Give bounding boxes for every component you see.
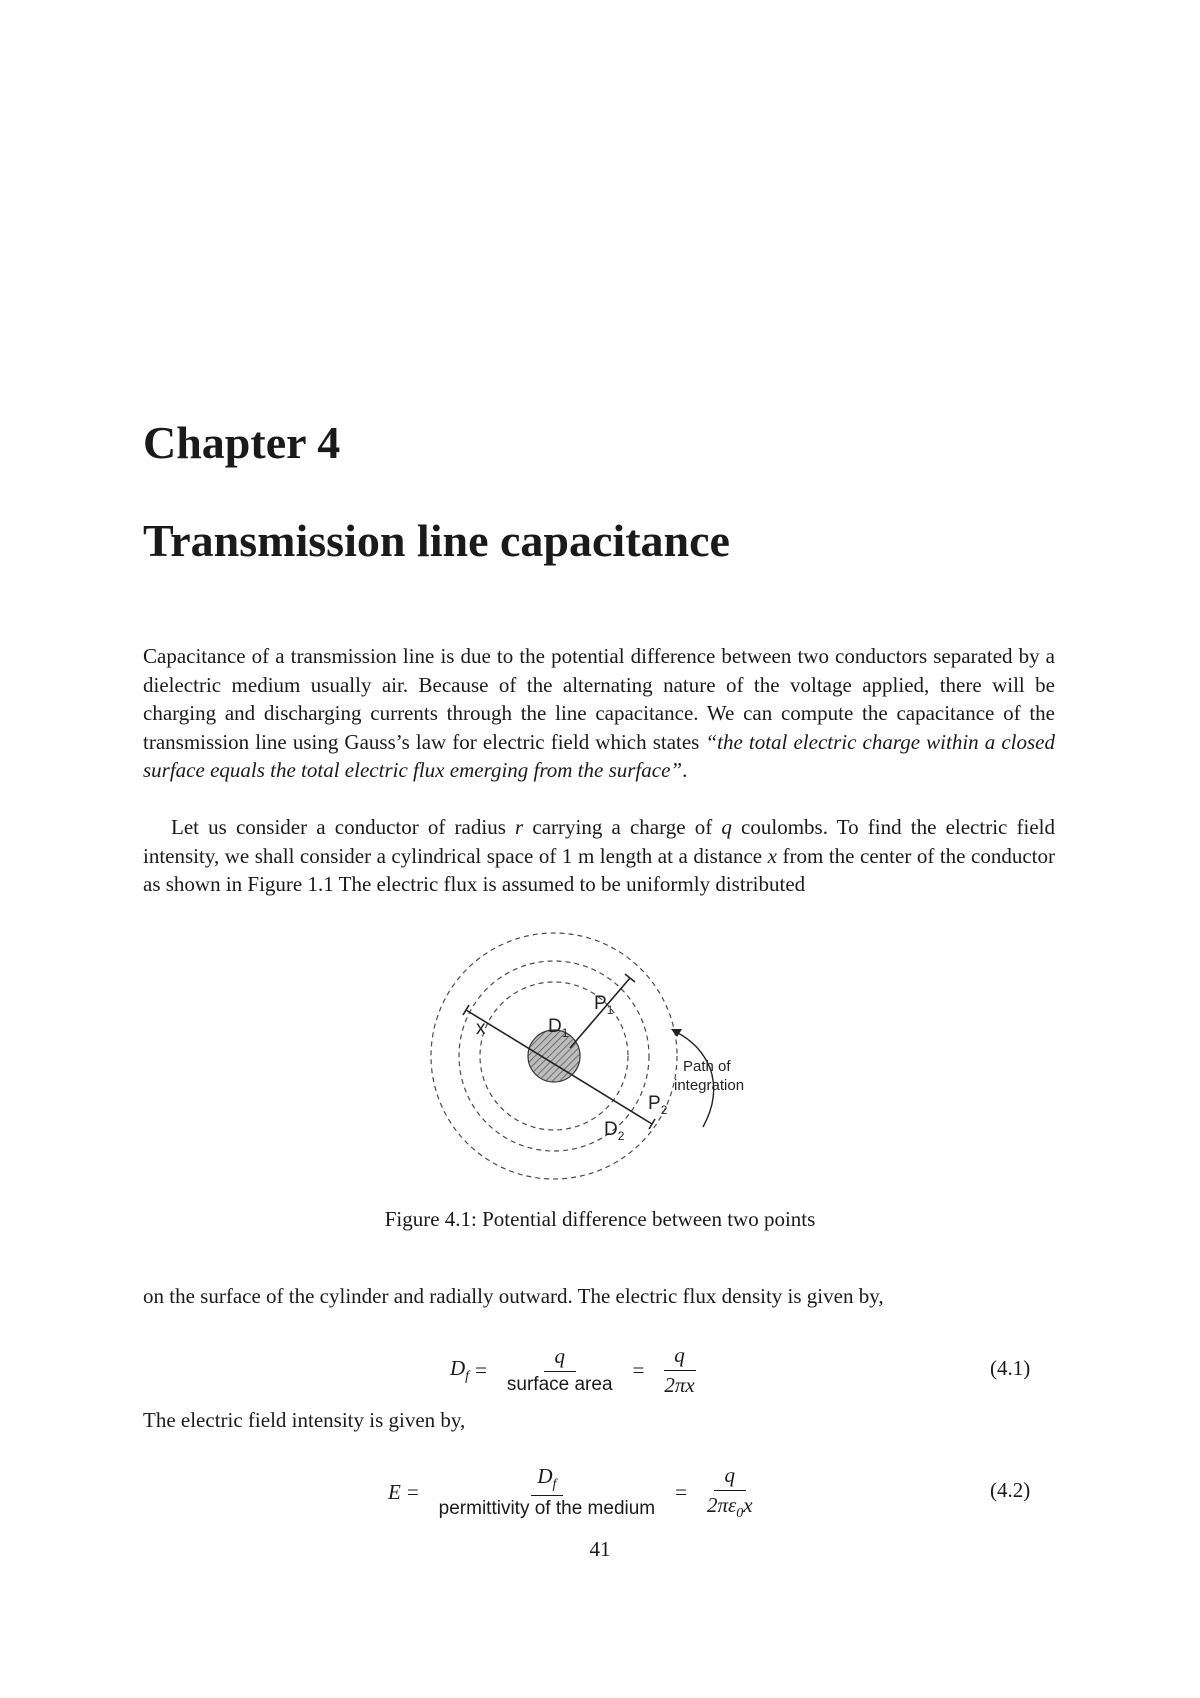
- concentric-circles-diagram: [420, 916, 800, 1186]
- chapter-label: Chapter 4: [143, 417, 341, 468]
- intro-end: .: [682, 758, 688, 783]
- denominator-part: 2πε: [706, 1492, 737, 1517]
- equation-body: [388, 1462, 767, 1522]
- equation-4-2: [0, 1462, 1200, 1522]
- paragraph-field-intensity: The electric field intensity is given by,: [143, 1408, 466, 1432]
- fraction-denominator: permittivity of the medium: [438, 1498, 656, 1519]
- label-p1-sub: 1: [606, 1003, 614, 1017]
- equals-sign: =: [406, 1479, 419, 1504]
- fraction-numerator: q: [714, 1463, 746, 1491]
- label-d2-sub: 2: [617, 1129, 625, 1143]
- text-segment: Let us consider a conductor of radius: [171, 815, 516, 839]
- eq2-fraction-1: [433, 1464, 661, 1520]
- paragraph-flux-density: on the surface of the cylinder and radially outward. The electric flux density is given by,: [143, 1284, 884, 1308]
- equals-sign: =: [475, 1357, 487, 1382]
- figure-caption: Figure 4.1: Potential difference between two points: [384, 1207, 816, 1231]
- label-d1-main: D: [548, 1016, 562, 1037]
- equals-sign: =: [675, 1479, 687, 1504]
- fraction-denominator: [701, 1491, 759, 1522]
- tick-mark: [463, 1005, 469, 1015]
- denominator-part: x: [743, 1492, 753, 1517]
- paragraph-intro: [143, 642, 1055, 785]
- label-x: x: [476, 1018, 486, 1039]
- math-var-x: x: [767, 843, 777, 868]
- equation-body: [450, 1340, 709, 1400]
- eq2-fraction-2: [701, 1463, 759, 1522]
- chapter-title: Transmission line capacitance: [143, 515, 730, 566]
- label-path-line2: integration: [674, 1077, 745, 1094]
- fraction-numerator: [531, 1464, 563, 1496]
- eq1-fraction-1: [501, 1344, 619, 1396]
- label-p2-main: P: [648, 1093, 661, 1114]
- eq1-lhs-sub: f: [465, 1368, 470, 1384]
- arrow-head: [671, 1029, 682, 1037]
- fraction-numerator: q: [664, 1343, 696, 1371]
- eq2-lhs: E: [388, 1479, 401, 1504]
- equation-4-1: [0, 1340, 1200, 1400]
- label-p1: [594, 993, 614, 1017]
- equation-number: (4.1): [990, 1356, 1031, 1380]
- text-segment: carrying a charge of: [523, 815, 722, 839]
- tick-mark: [625, 974, 635, 982]
- fraction-denominator: 2πx: [664, 1372, 695, 1397]
- math-var-r: r: [515, 815, 524, 839]
- eq1-lhs: [450, 1356, 469, 1385]
- label-d1: [548, 1016, 569, 1040]
- page-number: 41: [589, 1537, 611, 1561]
- paragraph-conductor: [143, 813, 1055, 899]
- text-segment: from the center of the conductor as shown in Figure 1.1 The electric flux is assumed to be uniformly distributed: [143, 843, 1055, 897]
- fraction-denominator: surface area: [506, 1374, 613, 1395]
- label-path-line1: Path of: [683, 1058, 731, 1075]
- equals-sign: =: [632, 1357, 645, 1382]
- label-d1-sub: 1: [561, 1026, 569, 1040]
- denominator-sub: 0: [736, 1505, 744, 1521]
- numerator-sub: f: [552, 1477, 557, 1492]
- label-p2: [648, 1093, 668, 1117]
- eq1-fraction-2: [658, 1343, 700, 1398]
- numerator-symbol: D: [537, 1464, 553, 1488]
- equation-number: (4.2): [990, 1478, 1031, 1502]
- math-var-q: q: [721, 815, 732, 839]
- figure-diagram: [420, 916, 800, 1186]
- fraction-numerator: q: [544, 1344, 576, 1372]
- label-p2-sub: 2: [660, 1103, 668, 1117]
- gauss-law-quote: “the total electric charge within a closed surface equals the total electric flux emerging from the surface”: [143, 729, 1055, 783]
- label-p1-main: P: [594, 993, 607, 1014]
- eq1-lhs-symbol: D: [450, 1355, 466, 1380]
- intro-text: Capacitance of a transmission line is due to the potential difference between two conductors separated by a dielectric medium usually air. Because of the alternating nature of the voltage applied, there will be charging and discharging currents through the line capacitance. We can compute the capacitance of the transmission line using Gauss’s law for electric field which states: [143, 644, 1055, 754]
- label-d2-main: D: [604, 1119, 618, 1140]
- text-segment: coulombs. To find the electric field intensity, we shall consider a cylindrical space of 1 m length at a distance: [143, 815, 1055, 868]
